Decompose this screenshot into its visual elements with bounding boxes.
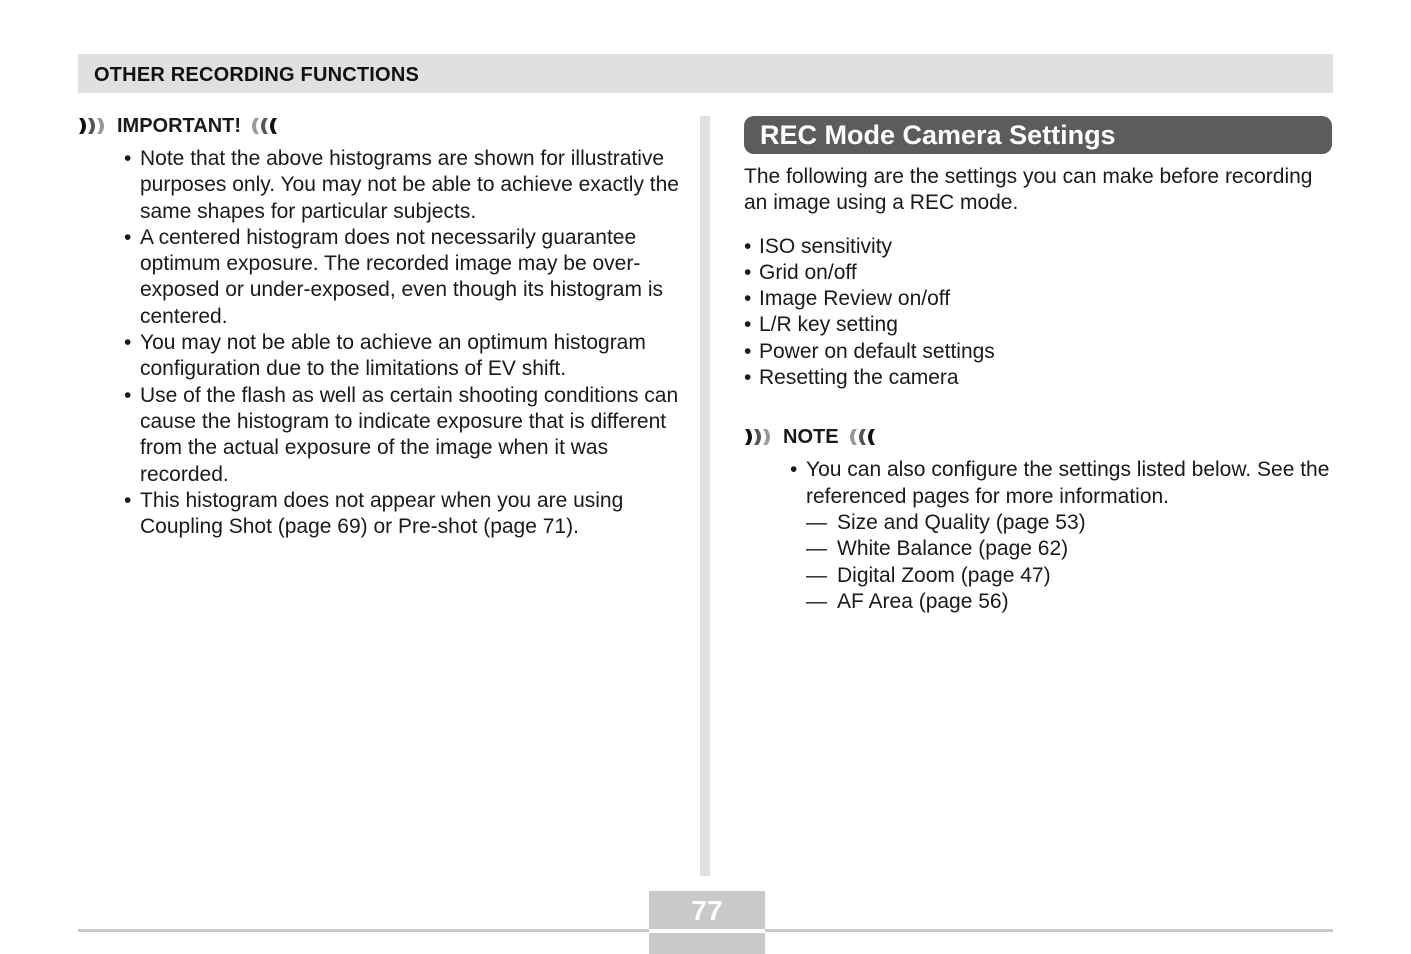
dash-marker: — (806, 537, 827, 561)
reference-item (806, 510, 1334, 536)
list-item: • You may not be able to achieve an optimum histogram configuration due to the limitations of EV shift. (124, 330, 684, 383)
list-item: • ISO sensitivity (744, 234, 1334, 260)
list-item: • A centered histogram does not necessarily guarantee optimum exposure. The recorded image may be over-exposed or under-exposed, even though its histogram is centered. (124, 225, 684, 330)
dash-marker: — (806, 589, 827, 613)
settings-list (744, 234, 1334, 392)
triple-arrow-left-icon (846, 428, 876, 446)
reference-list (806, 510, 1334, 615)
reference-text: Size and Quality (page 53) (837, 510, 1086, 534)
triple-arrow-right-icon (744, 428, 774, 446)
list-item: • Power on default settings (744, 339, 1334, 365)
header-bar (78, 54, 1333, 93)
reference-text: White Balance (page 62) (837, 537, 1069, 561)
page-number-separator (649, 929, 765, 933)
header-title: OTHER RECORDING FUNCTIONS (94, 64, 419, 86)
page-number-box (649, 891, 765, 954)
note-label: NOTE (783, 425, 839, 448)
note-list (790, 457, 1350, 510)
important-label: IMPORTANT! (117, 114, 242, 137)
list-item: • Grid on/off (744, 260, 1334, 286)
section-intro: The following are the settings you can make before recording an image using a REC mode. (744, 165, 1313, 215)
dash-marker: — (806, 510, 827, 534)
reference-item (806, 536, 1334, 562)
list-item: • This histogram does not appear when you are using Coupling Shot (page 69) or Pre-shot (page 71). (124, 488, 684, 541)
page-number: 77 (691, 895, 723, 926)
triple-arrow-right-icon (78, 117, 108, 135)
important-column (78, 112, 678, 540)
reference-item (806, 563, 1334, 589)
dash-marker: — (806, 563, 827, 587)
list-item: • Resetting the camera (744, 365, 1334, 391)
note-label-row (744, 423, 1334, 451)
list-item: • Image Review on/off (744, 286, 1334, 312)
reference-text: Digital Zoom (page 47) (837, 563, 1051, 587)
section-title: REC Mode Camera Settings (744, 116, 1332, 154)
note-block (744, 423, 1334, 615)
list-item: • Use of the flash as well as certain shooting conditions can cause the histogram to indicate exposure that is different from the actual exposure of the image when it was recorded. (124, 383, 684, 488)
rec-settings-column (744, 116, 1334, 615)
list-item: • You can also configure the settings listed below. See the referenced pages for more information. (790, 457, 1350, 510)
column-divider (700, 116, 710, 876)
list-item: • L/R key setting (744, 312, 1334, 338)
important-list (124, 146, 684, 540)
list-item: • Note that the above histograms are shown for illustrative purposes only. You may not be able to achieve exactly the same shapes for particular subjects. (124, 146, 684, 225)
reference-text: AF Area (page 56) (837, 589, 1009, 613)
important-label-row (78, 112, 678, 140)
triple-arrow-left-icon (248, 117, 278, 135)
reference-item (806, 589, 1334, 615)
